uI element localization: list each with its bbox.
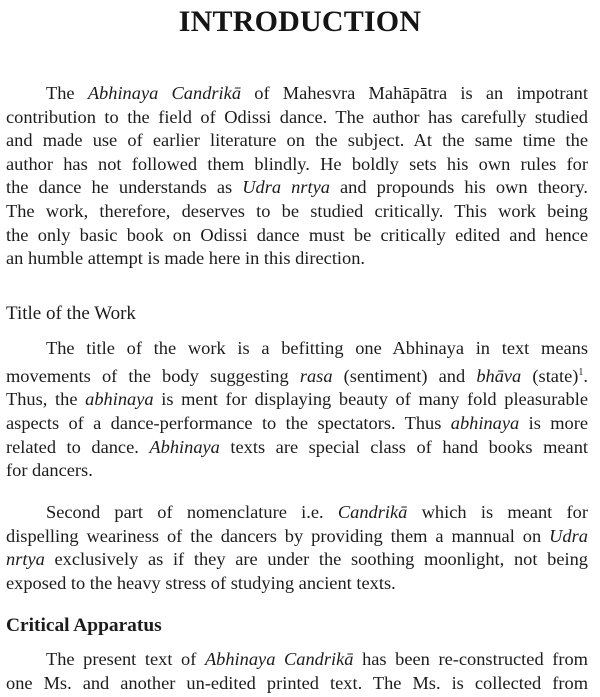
text-line: The title of the work is a befitting one Abhinaya in text means: [46, 338, 588, 358]
text-run: (state): [521, 365, 579, 386]
text-line: [6, 388, 588, 412]
text-run: related to dance.: [6, 436, 150, 457]
text-line: [6, 82, 588, 106]
text-line: an humble attempt is made here in this direction.: [6, 248, 366, 269]
italic-term: bhāva: [476, 365, 522, 386]
text-run: is more: [519, 412, 588, 433]
text-run: and propounds his own theory.: [329, 177, 588, 198]
section-heading-title-of-work: Title of the Work: [6, 303, 136, 324]
text-line: contribution to the field of Odissi dance. The author has carefully studied: [6, 106, 588, 127]
text-line: author has not followed them blindly. He boldly sets his own rules for: [6, 153, 588, 174]
text-run: aspects of a dance-performance to the spectators. Thus: [6, 412, 451, 433]
text-run: movements of the body suggesting: [6, 365, 300, 386]
intro-paragraph: [6, 82, 588, 271]
italic-term: rasa: [299, 365, 333, 386]
text-run: has been re-constructed from: [353, 649, 588, 669]
italic-term: nrtya: [6, 549, 45, 570]
text-line: for dancers.: [6, 460, 93, 481]
italic-term: Abhinaya: [149, 436, 220, 457]
text-run: the dance he understands as: [6, 177, 243, 198]
text-line: [6, 501, 588, 525]
text-line: [6, 548, 588, 572]
page-title: INTRODUCTION: [178, 5, 422, 38]
footnote-marker: 1: [578, 366, 584, 378]
italic-term: Candrikā: [337, 502, 408, 522]
text-run: Second part of nomenclature i.e.: [46, 502, 338, 522]
italic-term: Udra nrtya: [242, 177, 330, 198]
text-run: is ment for displaying beauty of many fold pleasurable: [153, 389, 588, 410]
text-run: texts are special class of hand books meant: [219, 436, 588, 457]
text-run: Thus, the: [6, 389, 86, 410]
italic-term: Udra: [549, 525, 588, 546]
section-heading-critical-apparatus: Critical Apparatus: [6, 615, 162, 636]
text-run: .: [583, 365, 588, 386]
text-run: The present text of: [46, 649, 205, 669]
text-line: [6, 361, 588, 389]
text-run: The: [46, 83, 88, 103]
text-line: The work, therefore, deserves to be studied critically. This work being: [6, 200, 588, 221]
text-line: the only basic book on Odissi dance must be critically edited and hence: [6, 224, 588, 245]
nomenclature-paragraph: [6, 501, 588, 595]
apparatus-paragraph: [6, 648, 588, 695]
text-line: exposed to the heavy stress of studying ancient texts.: [6, 572, 396, 593]
title-paragraph: [6, 337, 588, 483]
italic-term: Abhinaya Candrikā: [87, 83, 242, 103]
text-line: [6, 525, 588, 549]
italic-term: Abhinaya Candrikā: [204, 649, 354, 669]
text-line: [6, 436, 588, 460]
text-run: of Mahesvra Mahāpātra is an impotrant: [241, 83, 588, 103]
text-line: [6, 648, 588, 672]
text-line: [6, 176, 588, 200]
text-line: one Ms. and another un-edited printed text. The Ms. is collected from: [6, 672, 588, 693]
text-run: (sentiment) and: [332, 365, 477, 386]
text-line: and made use of earlier literature on the subject. At the same time the: [6, 130, 588, 151]
text-run: exclusively as if they are under the soothing moonlight, not being: [44, 549, 588, 570]
italic-term: abhinaya: [450, 412, 520, 433]
text-run: dispelling weariness of the dancers by providing them a mannual on: [6, 525, 550, 546]
italic-term: abhinaya: [85, 389, 154, 410]
text-line: [6, 412, 588, 436]
text-run: which is meant for: [407, 502, 588, 522]
